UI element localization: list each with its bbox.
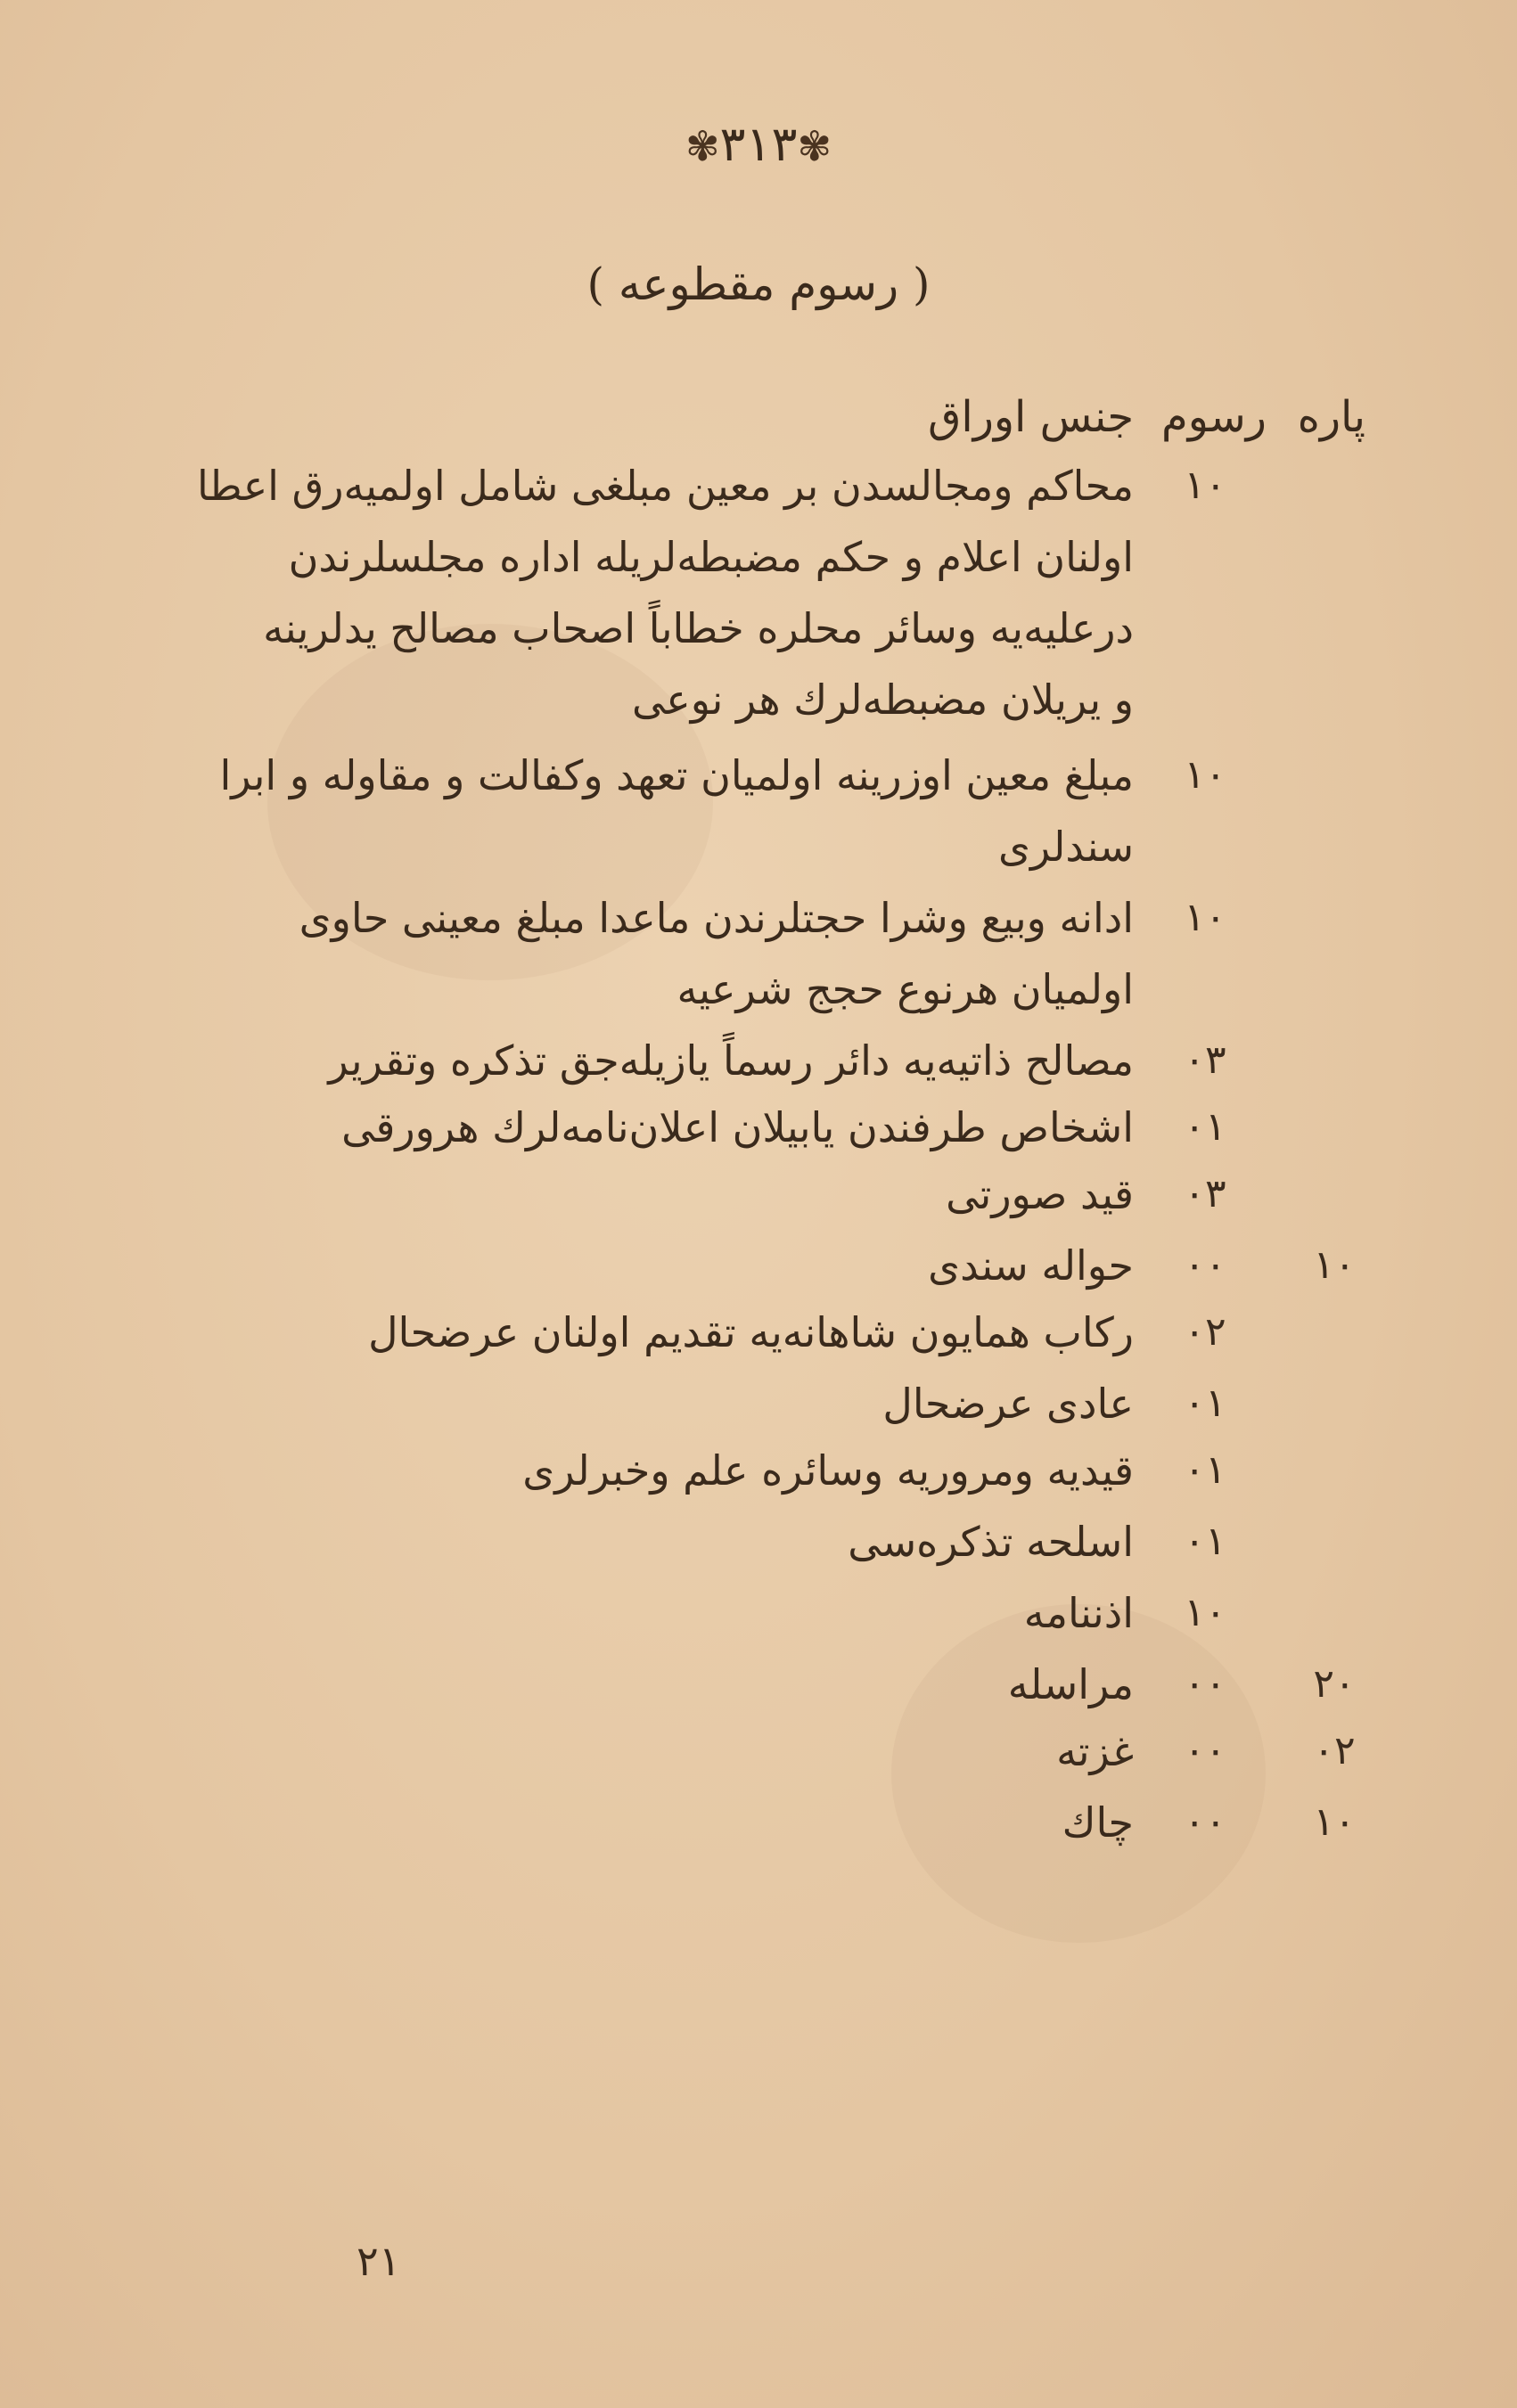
ornament-icon: ✾ [685, 122, 720, 170]
cell-kind: مصالح ذاتيه‌يه دائر رسماً يازيله‌جق تذكره وتقرير [328, 1036, 1134, 1085]
table-row [0, 664, 1517, 735]
table-row [0, 811, 1517, 882]
table-row [0, 1092, 1517, 1163]
cell-kind: اولميان هرنوع حجج شرعيه [676, 965, 1134, 1013]
table-row [0, 1577, 1517, 1649]
cell-kind: مبلغ معين اوزرينه اولميان تعهد وكفالت و مقاوله و ابرا [219, 751, 1134, 799]
ornament-icon: ✾ [797, 122, 832, 170]
cell-kind: چاك [1062, 1798, 1134, 1847]
cell-rusum: ٠١ [1184, 1104, 1226, 1150]
cell-kind: اولنان اعلام و حكم مضبطه‌لريله اداره مجلسلرندن [288, 533, 1134, 581]
cell-para: ٢٠ [1313, 1661, 1356, 1707]
cell-rusum: ١٠ [1184, 1590, 1226, 1635]
cell-kind: غزته [1056, 1727, 1134, 1775]
cell-kind: ادانه وبيع وشرا حجتلرندن ماعدا مبلغ معينى حاوى [299, 894, 1134, 942]
cell-rusum: ٠٣ [1184, 1037, 1226, 1083]
table-row [0, 954, 1517, 1025]
table-row [0, 882, 1517, 954]
cell-rusum: ١٠ [1184, 463, 1226, 508]
cell-para: ١٠ [1313, 1799, 1356, 1845]
table-row [0, 1435, 1517, 1506]
cell-kind: حواله سندى [928, 1241, 1134, 1290]
cell-rusum: ٠٣ [1184, 1171, 1226, 1216]
table-row [0, 1716, 1517, 1787]
section-heading: ( رسوم مقطوعه ) [586, 258, 931, 310]
table-row [0, 1159, 1517, 1230]
cell-rusum: ١٠ [1184, 752, 1226, 798]
column-header-para: پاره [1297, 392, 1365, 442]
table-row [0, 593, 1517, 664]
cell-para: ١٠ [1313, 1242, 1356, 1288]
page-number-text: ٣١٣ [719, 116, 798, 172]
cell-kind: اسلحه تذكره‌سى [848, 1518, 1134, 1566]
cell-kind: قيديه ومروريه وسائره علم وخبرلرى [522, 1446, 1134, 1495]
table-row [0, 740, 1517, 811]
cell-rusum: ٠٠ [1184, 1242, 1226, 1288]
column-header-kind: جنس اوراق [928, 392, 1134, 442]
cell-kind: ركاب همايون شاهانه‌يه تقديم اولنان عرضحال [368, 1308, 1134, 1356]
cell-rusum: ٠١ [1184, 1447, 1226, 1493]
table-row [0, 521, 1517, 593]
table-row [0, 1649, 1517, 1720]
table-row [0, 1230, 1517, 1301]
table-row [0, 1025, 1517, 1096]
column-header-rusum: رسوم [1161, 392, 1267, 442]
page-number [0, 116, 1517, 172]
cell-kind: اشخاص طرفندن يابيلان اعلان‌نامه‌لرك هرورقى [341, 1103, 1134, 1151]
table-row [0, 1368, 1517, 1439]
cell-kind: عادى عرضحال [882, 1380, 1134, 1428]
table-row [0, 1506, 1517, 1577]
cell-rusum: ١٠ [1184, 895, 1226, 940]
cell-kind: سندلرى [998, 823, 1134, 871]
cell-kind: قيد صورتى [946, 1170, 1134, 1218]
table-row [0, 1297, 1517, 1368]
signature-mark: ٢١ [357, 2237, 401, 2285]
cell-kind: محاكم ومجالسدن بر معين مبلغى شامل اولميه‌رق اعطا [196, 462, 1134, 510]
cell-kind: درعليه‌يه وسائر محلره خطاباً اصحاب مصالح يدلرينه [263, 604, 1134, 652]
cell-para: ٠٢ [1313, 1728, 1356, 1773]
cell-rusum: ٠٠ [1184, 1661, 1226, 1707]
cell-rusum: ٠٠ [1184, 1799, 1226, 1845]
cell-kind: اذننامه [1023, 1589, 1134, 1637]
cell-rusum: ٠١ [1184, 1380, 1226, 1426]
cell-rusum: ٠٠ [1184, 1728, 1226, 1773]
table-row [0, 450, 1517, 521]
table-row [0, 1787, 1517, 1858]
cell-kind: و يريلان مضبطه‌لرك هر نوعى [631, 676, 1134, 724]
cell-rusum: ٠٢ [1184, 1309, 1226, 1355]
cell-rusum: ٠١ [1184, 1519, 1226, 1564]
cell-kind: مراسله [1007, 1660, 1134, 1708]
